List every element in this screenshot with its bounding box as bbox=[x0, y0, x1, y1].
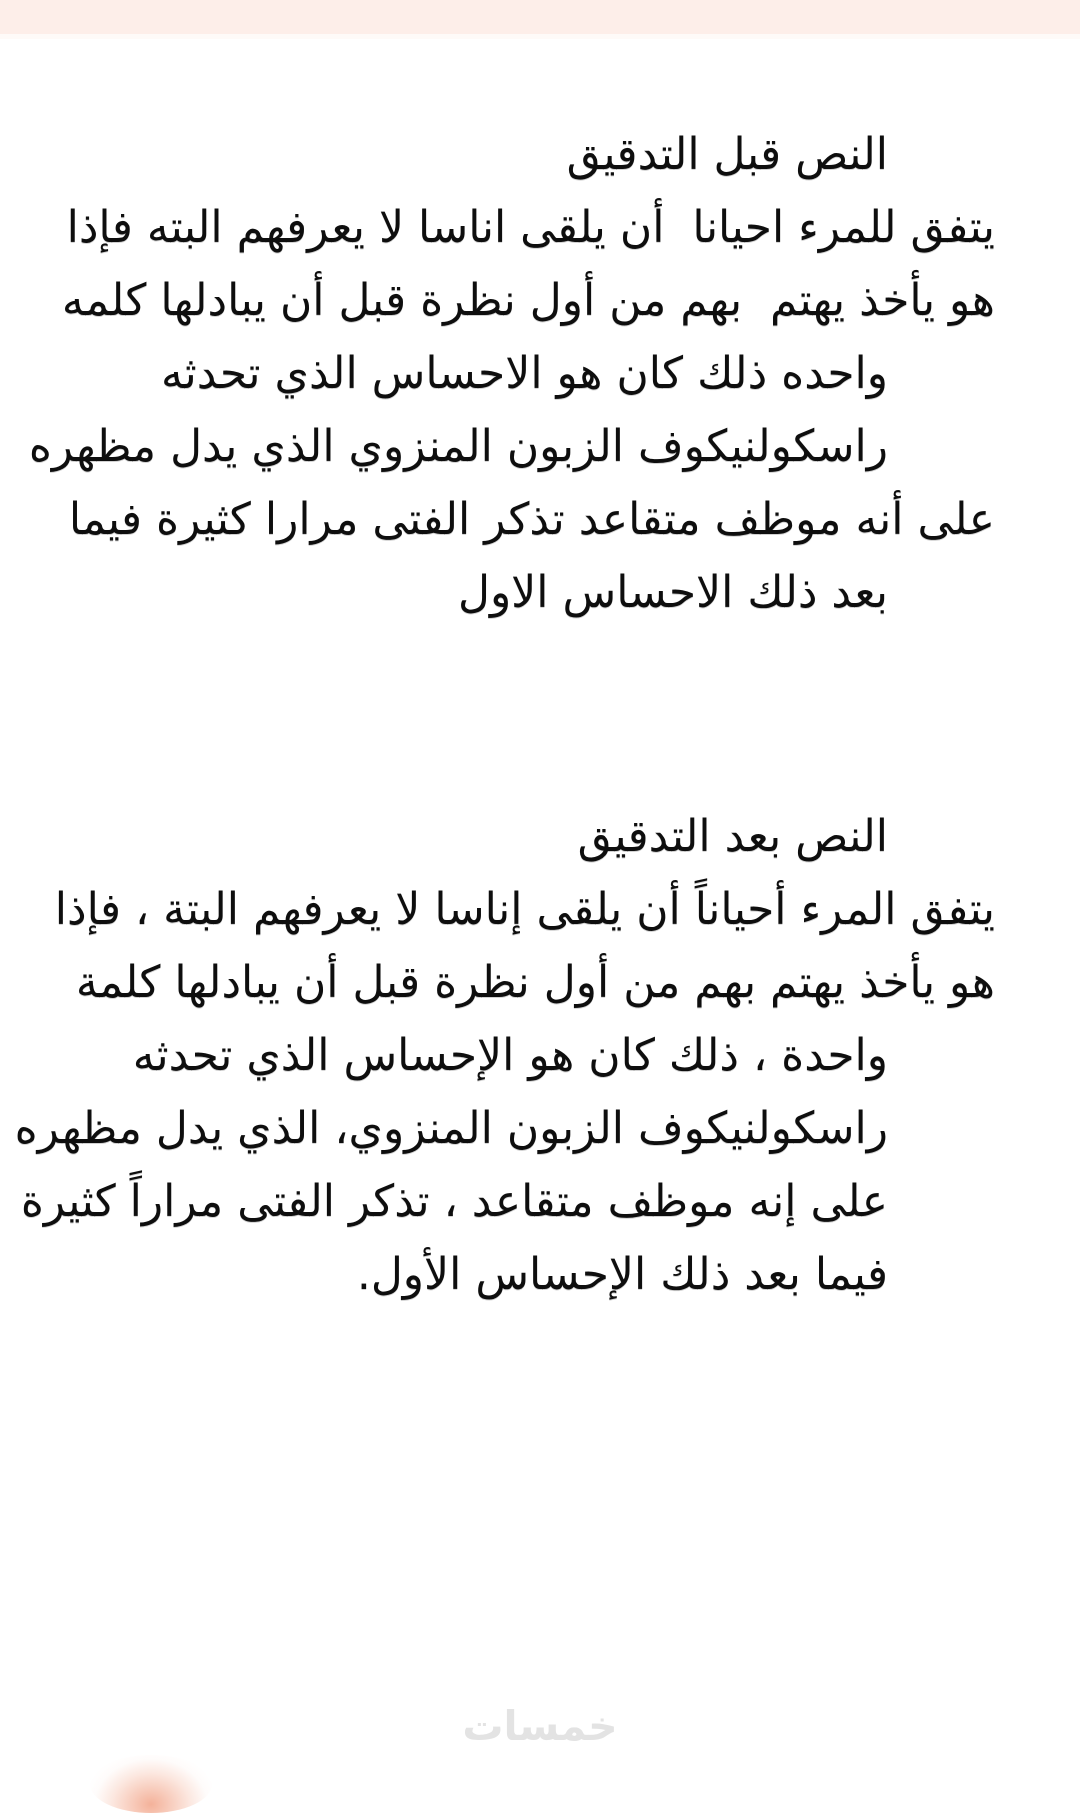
text-line: فيما بعد ذلك الإحساس الأول. bbox=[356, 1249, 888, 1300]
text-line: هو يأخذ يهتم بهم من أول نظرة قبل أن يبادلها كلمه bbox=[61, 275, 995, 326]
text-line: راسكولنيكوف الزبون المنزوي، الذي يدل مظهره bbox=[14, 1103, 888, 1154]
khamsat-watermark-logo: خمسات bbox=[462, 1702, 618, 1750]
text-line: واحدة ، ذلك كان هو الإحساس الذي تحدثه bbox=[132, 1030, 888, 1081]
bottom-left-pink-shape bbox=[90, 1755, 212, 1813]
text-line: على أنه موظف متقاعد تذكر الفتى مرارا كثيرة فيما bbox=[68, 494, 995, 545]
section-after-title: النص بعد التدقيق bbox=[577, 811, 888, 862]
text-line: راسكولنيكوف الزبون المنزوي الذي يدل مظهره bbox=[28, 421, 888, 472]
text-line: يتفق المرء أحياناً أن يلقى إناسا لا يعرفهم البتة ، فإذا bbox=[54, 884, 995, 935]
section-before-proofreading bbox=[0, 118, 1080, 629]
text-line: يتفق للمرء احيانا أن يلقى اناسا لا يعرفهم البته فإذا bbox=[66, 202, 995, 253]
section-before-title: النص قبل التدقيق bbox=[566, 129, 888, 180]
section-after-proofreading bbox=[0, 800, 1080, 1311]
text-line: بعد ذلك الاحساس الاول bbox=[457, 567, 888, 618]
text-line: واحده ذلك كان هو الاحساس الذي تحدثه bbox=[160, 348, 888, 399]
document-body bbox=[0, 34, 1080, 1311]
text-line: على إنه موظف متقاعد ، تذكر الفتى مراراً كثيرة bbox=[20, 1176, 888, 1227]
text-line: هو يأخذ يهتم بهم من أول نظرة قبل أن يبادلها كلمة bbox=[75, 957, 995, 1008]
